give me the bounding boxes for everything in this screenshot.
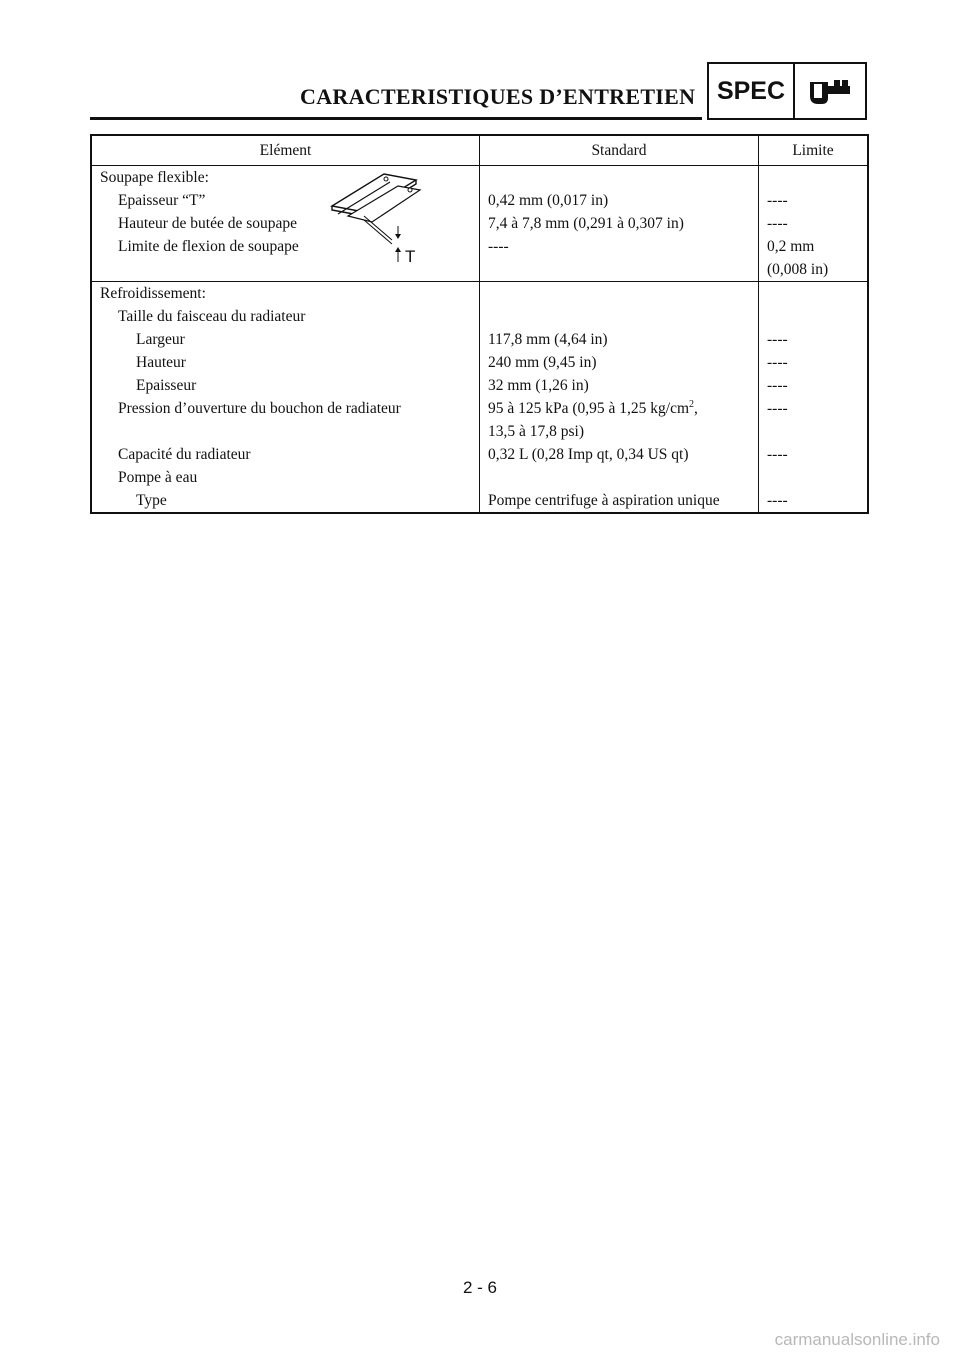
row-element: Capacité du radiateur: [118, 446, 251, 463]
watermark: carmanualsonline.info: [774, 1330, 940, 1349]
row-standard: 0,42 mm (0,017 in): [488, 192, 609, 209]
row-limit: ----: [767, 446, 788, 463]
section-cooling: [91, 282, 868, 514]
row-element: Type: [136, 492, 167, 509]
table-header-row: [91, 135, 868, 166]
row-limit: ----: [767, 400, 788, 417]
spec-badge: [707, 62, 867, 120]
row-standard: 13,5 à 17,8 psi): [488, 423, 585, 440]
row-standard: Pompe centrifuge à aspiration unique: [488, 492, 720, 509]
subsection-heading: Taille du faisceau du radiateur: [118, 308, 306, 325]
row-limit: ----: [767, 192, 788, 209]
row-element: Limite de flexion de soupape: [118, 238, 299, 255]
page-number: 2 - 6: [462, 1278, 498, 1297]
column-header-limit: Limite: [759, 135, 869, 166]
row-limit: ----: [767, 492, 788, 509]
row-limit: 0,2 mm (0,008 in): [767, 238, 829, 278]
row-limit: ----: [767, 377, 788, 394]
row-standard: 32 mm (1,26 in): [488, 377, 589, 394]
page-title: CARACTERISTIQUES D’ENTRETIEN: [300, 84, 696, 109]
row-standard: 95 à 125 kPa (0,95 à 1,25 $kg/cm^2$,: [488, 398, 698, 417]
wrench-icon: [795, 64, 865, 118]
column-header-element: Elément: [91, 135, 480, 166]
row-element: Largeur: [136, 331, 185, 348]
row-limit: ----: [767, 354, 788, 371]
row-element: Epaisseur: [136, 377, 197, 394]
spec-label: SPEC: [709, 64, 795, 118]
row-standard: 240 mm (9,45 in): [488, 354, 597, 371]
reed-valve-diagram: [328, 170, 428, 270]
row-element: Epaisseur “T”: [118, 192, 206, 209]
row-element: Hauteur de butée de soupape: [118, 215, 298, 232]
spec-table: [90, 134, 869, 514]
row-element: Hauteur: [136, 354, 186, 371]
row-standard: 0,32 L (0,28 Imp qt, 0,34 US qt): [488, 446, 689, 463]
column-header-standard: Standard: [480, 135, 759, 166]
section-valve: [91, 166, 868, 282]
header-rule: [90, 117, 702, 120]
row-standard: ----: [488, 238, 509, 255]
subsection-heading: Pompe à eau: [118, 469, 198, 486]
thickness-label: T: [405, 247, 416, 265]
row-element: Pression d’ouverture du bouchon de radiateur: [118, 400, 401, 417]
row-limit: ----: [767, 215, 788, 232]
section-heading: Soupape flexible:: [100, 169, 209, 186]
section-heading: Refroidissement:: [100, 285, 206, 302]
row-standard: 7,4 à 7,8 mm (0,291 à 0,307 in): [488, 215, 684, 232]
row-limit: ----: [767, 331, 788, 348]
row-standard: 117,8 mm (4,64 in): [488, 331, 608, 348]
